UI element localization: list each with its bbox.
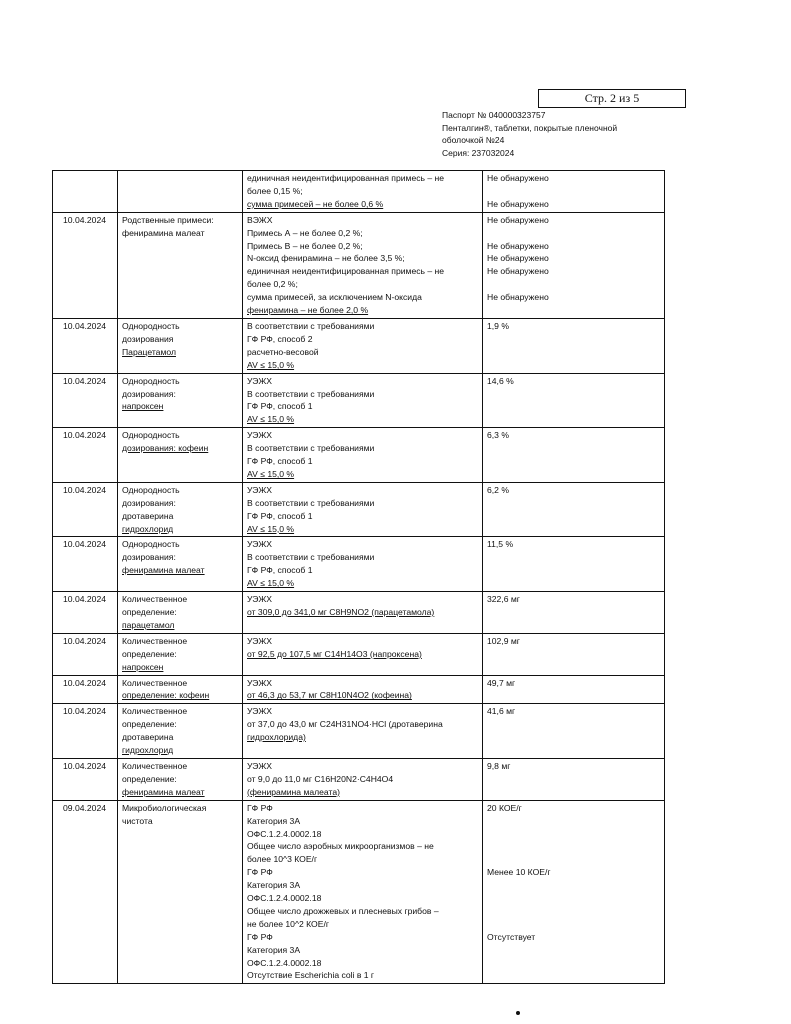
test-date-cell: 10.04.2024 [53, 428, 118, 483]
method-line: единичная неидентифицированная примесь – не [247, 173, 445, 183]
method-line: УЭЖХ [247, 375, 273, 386]
method-line: В соответствии с требованиями [247, 388, 375, 399]
test-date-cell: 10.04.2024 [53, 758, 118, 800]
result-cell [483, 704, 665, 759]
test-name-cell [118, 482, 243, 537]
method-line: УЭЖХ [247, 539, 273, 550]
test-date-cell: 10.04.2024 [53, 704, 118, 759]
test-name-cell [118, 704, 243, 759]
test-name-cell [118, 675, 243, 704]
test-name-cell [118, 318, 243, 373]
method-line: УЭЖХ [247, 430, 273, 441]
result-line: Менее 10 КОЕ/г [487, 867, 551, 878]
test-line: Количественное [122, 706, 188, 717]
table-row [53, 633, 665, 675]
result-line: Не обнаружено [487, 214, 549, 225]
method-cell [243, 171, 483, 213]
test-line: дозирования: кофеин [122, 443, 209, 454]
result-line: 322,6 мг [487, 594, 520, 605]
test-name-cell [118, 800, 243, 984]
method-cell [243, 675, 483, 704]
method-line: AV ≤ 15,0 % [247, 523, 295, 534]
result-cell [483, 373, 665, 428]
method-line: В соответствии с требованиями [247, 497, 375, 508]
method-line: Общее число дрожжевых и плесневых грибов – [247, 905, 439, 916]
result-cell [483, 633, 665, 675]
analysis-table [52, 170, 665, 984]
result-line: Отсутствует [487, 931, 536, 942]
test-name-cell [118, 758, 243, 800]
method-cell [243, 704, 483, 759]
result-cell [483, 428, 665, 483]
test-line: дротаверина [122, 732, 174, 743]
result-cell [483, 800, 665, 984]
test-line: определение: [122, 773, 177, 784]
result-cell [483, 675, 665, 704]
table-row [53, 800, 665, 984]
method-line: Примесь В – не более 0,2 %; [247, 240, 363, 251]
method-cell [243, 633, 483, 675]
product-pack: оболочкой №24 [442, 135, 505, 145]
test-line: Однородность [122, 484, 180, 495]
result-cell [483, 318, 665, 373]
result-line: 20 КОЕ/г [487, 802, 522, 813]
method-line: ГФ РФ [247, 802, 273, 813]
test-line: дозирования: [122, 497, 176, 508]
result-line: Не обнаружено [487, 292, 549, 303]
method-line: ГФ РФ, способ 2 [247, 333, 313, 344]
method-line: от 9,0 до 11,0 мг C16H20N2·C4H4O4 [247, 773, 394, 784]
method-line: N-оксид фенирамина – не более 3,5 %; [247, 253, 405, 264]
test-line: дозирования [122, 333, 174, 344]
result-line: 6,3 % [487, 430, 509, 441]
test-name-cell [118, 212, 243, 318]
method-cell [243, 428, 483, 483]
method-line: от 37,0 до 43,0 мг C24H31NO4·HCl (дротаверина [247, 719, 443, 730]
test-line: фенирамина малеат [122, 227, 205, 238]
result-line: 14,6 % [487, 375, 514, 386]
result-line: 9,8 мг [487, 760, 511, 771]
test-line: фенирамина малеат [122, 786, 205, 797]
table-row [53, 212, 665, 318]
test-line: парацетамол [122, 619, 175, 630]
method-line: от 92,5 до 107,5 мг C14H14O3 (напроксена) [247, 648, 422, 659]
method-line: ОФС.1.2.4.0002.18 [247, 893, 322, 904]
method-line: не более 10^2 КОЕ/г [247, 918, 329, 929]
result-cell [483, 758, 665, 800]
method-cell [243, 800, 483, 984]
result-line: 1,9 % [487, 320, 509, 331]
result-cell [483, 482, 665, 537]
method-cell [243, 537, 483, 592]
test-date-cell: 10.04.2024 [53, 482, 118, 537]
test-date-cell: 10.04.2024 [53, 633, 118, 675]
method-line: Категория 3А [247, 944, 301, 955]
test-line: гидрохлорид [122, 523, 174, 534]
result-line: Не обнаружено [487, 253, 549, 264]
method-line: УЭЖХ [247, 706, 273, 717]
test-line: чистота [122, 815, 153, 826]
method-line: AV ≤ 15,0 % [247, 468, 295, 479]
test-line: Родственные примеси: [122, 214, 214, 225]
test-line: Однородность [122, 430, 180, 441]
test-name-cell [118, 537, 243, 592]
result-line [487, 840, 660, 853]
test-line: Однородность [122, 320, 180, 331]
test-date-cell: 10.04.2024 [53, 318, 118, 373]
method-line: от 46,3 до 53,7 мг C8H10N4O2 (кофеина) [247, 690, 412, 701]
result-line [487, 227, 660, 240]
table-row [53, 171, 665, 213]
method-line: фенирамина – не более 2,0 % [247, 305, 369, 316]
result-line [487, 905, 660, 918]
scan-dot [516, 1011, 520, 1015]
result-line [487, 827, 660, 840]
table-row [53, 675, 665, 704]
test-date-cell: 09.04.2024 [53, 800, 118, 984]
result-line [487, 918, 660, 931]
test-line: напроксен [122, 401, 164, 412]
test-line: дротаверина [122, 510, 174, 521]
result-line [487, 185, 660, 198]
test-date-cell: 10.04.2024 [53, 592, 118, 634]
method-cell [243, 212, 483, 318]
table-row [53, 373, 665, 428]
result-cell [483, 537, 665, 592]
method-line: более 0,2 %; [247, 279, 298, 290]
test-line: определение: [122, 719, 177, 730]
method-line: ГФ РФ, способ 1 [247, 456, 313, 467]
result-line [487, 853, 660, 866]
test-line: Парацетамол [122, 346, 176, 357]
method-line: ГФ РФ [247, 931, 273, 942]
method-cell [243, 758, 483, 800]
page-number-box: Стр. 2 из 5 [538, 89, 686, 108]
test-line: напроксен [122, 661, 164, 672]
test-line: Количественное [122, 677, 188, 688]
table-row [53, 482, 665, 537]
test-line: Однородность [122, 375, 180, 386]
table-row [53, 592, 665, 634]
test-date-cell: 10.04.2024 [53, 212, 118, 318]
method-cell [243, 318, 483, 373]
table-row [53, 428, 665, 483]
analysis-table-body [53, 171, 665, 984]
test-line: Количественное [122, 635, 188, 646]
method-line: AV ≤ 15,0 % [247, 414, 295, 425]
result-line [487, 815, 660, 828]
test-name-cell [118, 592, 243, 634]
method-line: Категория 3А [247, 880, 301, 891]
method-line: В соответствии с требованиями [247, 443, 375, 454]
method-line: Категория 3А [247, 815, 301, 826]
result-cell [483, 592, 665, 634]
test-date-cell [53, 171, 118, 213]
method-line: В соответствии с требованиями [247, 320, 375, 331]
method-line: ВЭЖХ [247, 214, 273, 225]
passport-number: Паспорт № 040000323757 [442, 110, 546, 120]
method-line: Общее число аэробных микроорганизмов – не [247, 841, 434, 852]
method-line: единичная неидентифицированная примесь – не [247, 266, 445, 277]
result-line: Не обнаружено [487, 240, 549, 251]
method-line: Примесь А – не более 0,2 %; [247, 227, 363, 238]
table-row [53, 318, 665, 373]
method-line: ОФС.1.2.4.0002.18 [247, 828, 322, 839]
test-date-cell: 10.04.2024 [53, 675, 118, 704]
test-line: определение: [122, 607, 177, 617]
method-line: от 309,0 до 341,0 мг C8H9NO2 (парацетамола) [247, 607, 435, 617]
result-line: 41,6 мг [487, 706, 516, 717]
test-name-cell [118, 171, 243, 213]
result-line: 102,9 мг [487, 635, 520, 646]
method-line: ГФ РФ, способ 1 [247, 401, 313, 412]
test-line: Микробиологическая [122, 802, 207, 813]
test-date-cell: 10.04.2024 [53, 373, 118, 428]
test-line: фенирамина малеат [122, 565, 205, 576]
method-line: сумма примесей, за исключением N-оксида [247, 292, 422, 303]
result-line: 6,2 % [487, 484, 509, 495]
method-line: гидрохлорида) [247, 732, 306, 743]
test-name-cell [118, 373, 243, 428]
test-line: Количественное [122, 760, 188, 771]
method-line: AV ≤ 15,0 % [247, 359, 295, 370]
result-line: Не обнаружено [487, 173, 549, 183]
method-line: более 0,15 %; [247, 185, 303, 196]
method-line: ГФ РФ, способ 1 [247, 565, 313, 576]
method-line: Отсутствие Escherichia coli в 1 г [247, 970, 375, 981]
method-line: УЭЖХ [247, 760, 273, 771]
table-row [53, 704, 665, 759]
method-line: ГФ РФ [247, 867, 273, 878]
method-line: ГФ РФ, способ 1 [247, 510, 313, 521]
table-row [53, 537, 665, 592]
result-line: Не обнаружено [487, 198, 549, 209]
method-line: ОФС.1.2.4.0002.18 [247, 957, 322, 968]
result-line [487, 879, 660, 892]
test-line: дозирования: [122, 552, 176, 563]
test-line: Однородность [122, 539, 180, 550]
method-line: В соответствии с требованиями [247, 552, 375, 563]
method-cell [243, 592, 483, 634]
method-line: УЭЖХ [247, 635, 273, 646]
method-line: УЭЖХ [247, 594, 273, 605]
test-name-cell [118, 428, 243, 483]
result-cell [483, 212, 665, 318]
test-date-cell: 10.04.2024 [53, 537, 118, 592]
method-cell [243, 482, 483, 537]
result-line: Не обнаружено [487, 266, 549, 277]
result-line [487, 892, 660, 905]
method-line: расчетно-весовой [247, 346, 319, 357]
result-cell [483, 171, 665, 213]
method-cell [243, 373, 483, 428]
test-name-cell [118, 633, 243, 675]
method-line: УЭЖХ [247, 484, 273, 495]
result-line [487, 278, 660, 291]
test-line: гидрохлорид [122, 745, 174, 756]
test-line: определение: [122, 648, 177, 659]
product-name: Пенталгин®, таблетки, покрытые пленочной [442, 122, 618, 133]
batch-series: Серия: 237032024 [442, 147, 515, 158]
method-line: более 10^3 КОЕ/г [247, 854, 318, 865]
method-line: AV ≤ 15,0 % [247, 578, 295, 589]
method-line: УЭЖХ [247, 677, 273, 688]
result-line: 49,7 мг [487, 677, 516, 688]
result-line: 11,5 % [487, 539, 514, 550]
test-line: Количественное [122, 594, 188, 605]
test-line: дозирования: [122, 388, 176, 399]
method-line: сумма примесей – не более 0,6 % [247, 198, 384, 209]
test-line: определение: кофеин [122, 690, 210, 701]
passport-info [442, 109, 617, 159]
method-line: (фенирамина малеата) [247, 786, 340, 797]
table-row [53, 758, 665, 800]
